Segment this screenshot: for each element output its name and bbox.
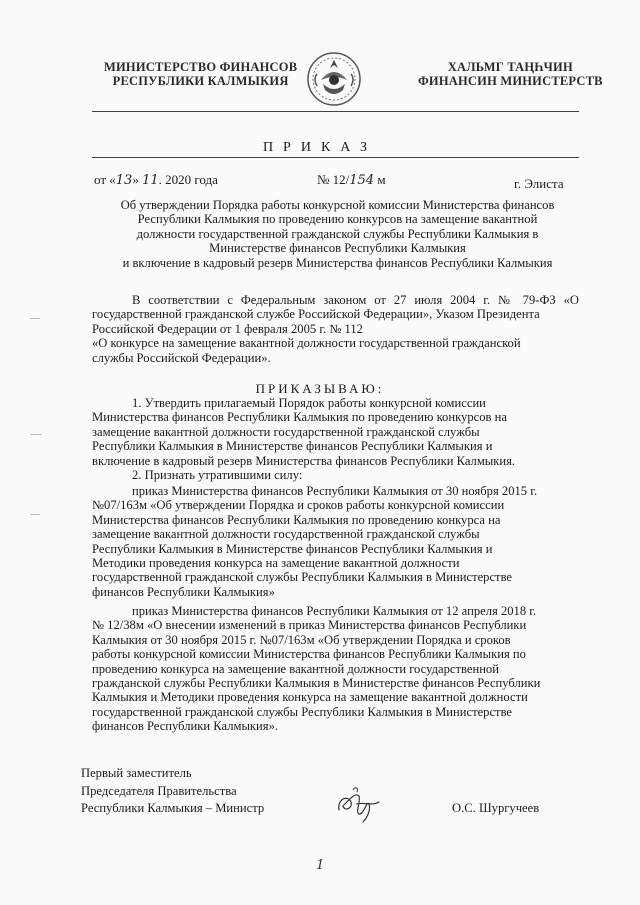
ministry-name-line: РЕСПУБЛИКИ КАЛМЫКИЯ	[112, 74, 289, 88]
ministry-name-russian	[104, 60, 297, 88]
handwritten-number: 154	[349, 173, 375, 188]
item-1-line: Министерства финансов Республики Калмыкия по проведению конкурсов на	[92, 410, 507, 425]
subject-line: должности государственной гражданской службы Республики Калмыкия в	[136, 226, 539, 241]
order-subject	[110, 198, 565, 270]
preamble-line: В соответствии с Федеральным законом от 27 июля 2004 г. № 79-ФЗ «О	[132, 293, 579, 307]
item-2	[92, 468, 579, 482]
scan-mark	[30, 514, 40, 515]
item-1-line: 1. Утвердить прилагаемый Порядок работы конкурсной комиссии	[132, 396, 486, 410]
order-2018-line: приказ Министерства финансов Республики Калмыкия от 12 апреля 2018 г.	[132, 604, 537, 618]
order-2018-line: государственной гражданской службы Республики Калмыкия в Министерстве	[92, 704, 513, 719]
order-2015-line: Министерства финансов Республики Калмыкия по проведению конкурса на	[92, 512, 501, 527]
order-2018-line: Калмыкия и Методики проведения конкурса на замещение вакантной должности	[92, 690, 528, 705]
coat-of-arms-emblem	[305, 50, 363, 108]
subject-line: и включение в кадровый резерв Министерства финансов Республики Калмыкия	[122, 255, 553, 270]
order-2015-line: приказ Министерства финансов Республики Калмыкия от 30 ноября 2015 г.	[132, 484, 538, 498]
order-2018-line: № 12/38м «О внесении изменений в приказ Министерства финансов Республики	[92, 618, 527, 633]
order-2018-line: проведению конкурса на замещение вакантной должности государственной	[92, 661, 499, 676]
order-2018-line: Калмыкия от 30 ноября 2015 г. №07/163м «Об утверждении Порядка и сроков	[92, 632, 511, 647]
item-1-line: Республики Калмыкия в Министерстве финансов Республики Калмыкия и	[92, 439, 493, 454]
order-city: г. Элиста	[514, 176, 564, 191]
preamble-line: «О конкурсе на замещение вакантной должности государственной гражданской	[92, 336, 521, 351]
number-suffix: м	[374, 172, 386, 187]
order-2015-line: №07/163м «Об утверждении Порядка и сроков работы конкурсной комиссии	[92, 498, 505, 513]
ministry-name-line: ФИНАНСИН МИНИСТЕРСТВ	[418, 74, 603, 88]
ministry-name-line: ХАЛЬМГ ТАҢҺЧИН	[447, 60, 573, 74]
order-2018-line: гражданской службы Республики Калмыкия в Министерстве финансов Республики	[92, 676, 541, 691]
item-1-line: замещение вакантной должности государственной гражданской службы	[92, 424, 480, 439]
page-number: 1	[316, 858, 325, 873]
order-2015-line: Республики Калмыкия в Министерстве финансов Республики Калмыкия и	[92, 541, 493, 556]
signatory-name: О.С. Шургучеев	[452, 801, 540, 815]
signatory-title-line: Республики Калмыкия – Министр	[81, 801, 265, 815]
repealed-order-2018	[92, 604, 579, 734]
date-year: . 2020 года	[158, 172, 218, 187]
handwritten-day: 13	[115, 173, 133, 188]
scan-mark	[30, 318, 40, 319]
order-2015-line: государственной гражданской службы Республики Калмыкия в Министерстве	[92, 570, 513, 585]
ministry-name-line: МИНИСТЕРСТВО ФИНАНСОВ	[104, 60, 298, 74]
order-2015-line: Методики проведения конкурса на замещение вакантной должности	[92, 556, 460, 571]
preamble-line: государственной гражданской службе Российской Федерации», Указом Президента	[92, 307, 540, 322]
handwritten-signature	[333, 782, 383, 826]
order-2015-line: финансов Республики Калмыкия»	[92, 584, 275, 599]
order-keyword: ПРИКАЗЫВАЮ:	[255, 381, 385, 396]
signatory-title-line: Первый заместитель	[81, 766, 192, 780]
title-divider	[92, 157, 579, 158]
order-2018-line: работы конкурсной комиссии Министерства финансов Республики Калмыкия по	[92, 647, 526, 662]
header-divider	[92, 111, 579, 112]
repealed-order-2015	[92, 484, 579, 599]
date-separator: »	[132, 172, 143, 187]
item-2-line: 2. Признать утратившими силу:	[132, 468, 303, 482]
order-date	[94, 172, 218, 188]
preamble	[92, 293, 579, 365]
order-2018-line: финансов Республики Калмыкия».	[92, 719, 279, 734]
subject-line: Об утверждении Порядка работы конкурсной комиссии Министерства финансов	[120, 198, 555, 212]
handwritten-month: 11	[142, 173, 159, 188]
subject-line: Министерстве финансов Республики Калмыкия	[209, 241, 466, 256]
document-title: ПРИКАЗ	[262, 140, 378, 155]
item-1-line: включение в кадровый резерв Министерства финансов Республики Калмыкия.	[92, 453, 516, 468]
subject-line: Республики Калмыкия по проведению конкурсов на замещение вакантной	[137, 212, 538, 227]
scan-mark	[30, 434, 42, 435]
order-number	[317, 172, 386, 188]
number-prefix: № 12/	[317, 172, 350, 187]
preamble-line: Российской Федерации от 1 февраля 2005 г. № 112	[92, 321, 363, 336]
signatory-title-line: Председателя Правительства	[81, 783, 237, 798]
item-1	[92, 396, 579, 468]
date-prefix: от «	[94, 172, 116, 187]
preamble-line: службы Российской Федерации».	[92, 350, 271, 365]
signatory-title	[81, 765, 264, 818]
ministry-name-kalmyk	[418, 60, 603, 88]
order-2015-line: замещение вакантной должности государственной гражданской службы	[92, 527, 480, 542]
